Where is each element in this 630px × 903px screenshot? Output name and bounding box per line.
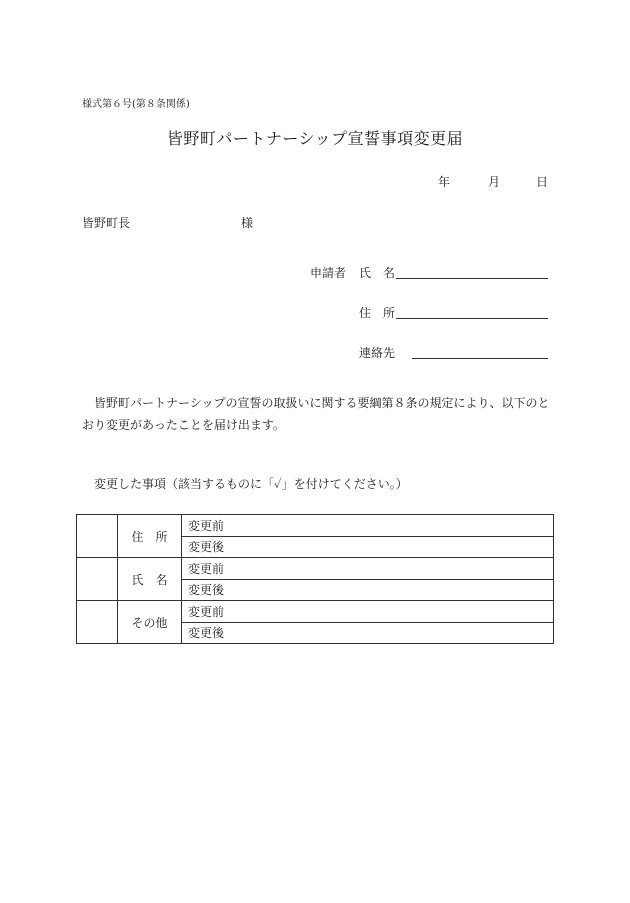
- table-row: [77, 558, 554, 580]
- category-address: 住 所: [118, 515, 182, 558]
- section-heading: 変更した事項（該当するものに「✓」を付けてください。）: [94, 477, 408, 491]
- category-name: 氏 名: [118, 558, 182, 601]
- changes-table: [76, 514, 554, 644]
- applicant-address-label: 住 所: [359, 306, 396, 320]
- checkbox-cell-address[interactable]: [77, 515, 118, 558]
- applicant-contact-label: 連絡先: [359, 346, 396, 360]
- addressee-name: 皆野町長: [82, 216, 131, 230]
- form-number: 様式第６号(第８条関係): [82, 99, 190, 110]
- table-row: [77, 601, 554, 623]
- table-row: [77, 515, 554, 537]
- form-title: 皆野町パートナーシップ宣誓事項変更届: [166, 129, 464, 148]
- applicant-name-label: 氏 名: [359, 266, 396, 280]
- before-field-name[interactable]: 変更前: [182, 558, 554, 580]
- date-year-label: 年: [438, 175, 451, 189]
- applicant-contact-field[interactable]: [412, 358, 548, 359]
- after-field-address[interactable]: 変更後: [182, 536, 554, 558]
- after-field-name[interactable]: 変更後: [182, 579, 554, 601]
- category-other: その他: [118, 601, 182, 644]
- checkbox-cell-other[interactable]: [77, 601, 118, 644]
- applicant-name-field[interactable]: [396, 278, 548, 279]
- after-field-other[interactable]: 変更後: [182, 622, 554, 644]
- declaration-text: 皆野町パートナーシップの宣誓の取扱いに関する要綱第８条の規定により、以下のとおり変更があったことを届け出ます。: [82, 396, 550, 432]
- date-month-label: 月: [488, 175, 501, 189]
- before-field-other[interactable]: 変更前: [182, 601, 554, 623]
- before-field-address[interactable]: 変更前: [182, 515, 554, 537]
- addressee-honorific: 様: [241, 216, 254, 230]
- applicant-label: 申請者: [310, 266, 347, 280]
- applicant-address-field[interactable]: [396, 318, 548, 319]
- date-day-label: 日: [536, 175, 549, 189]
- checkbox-cell-name[interactable]: [77, 558, 118, 601]
